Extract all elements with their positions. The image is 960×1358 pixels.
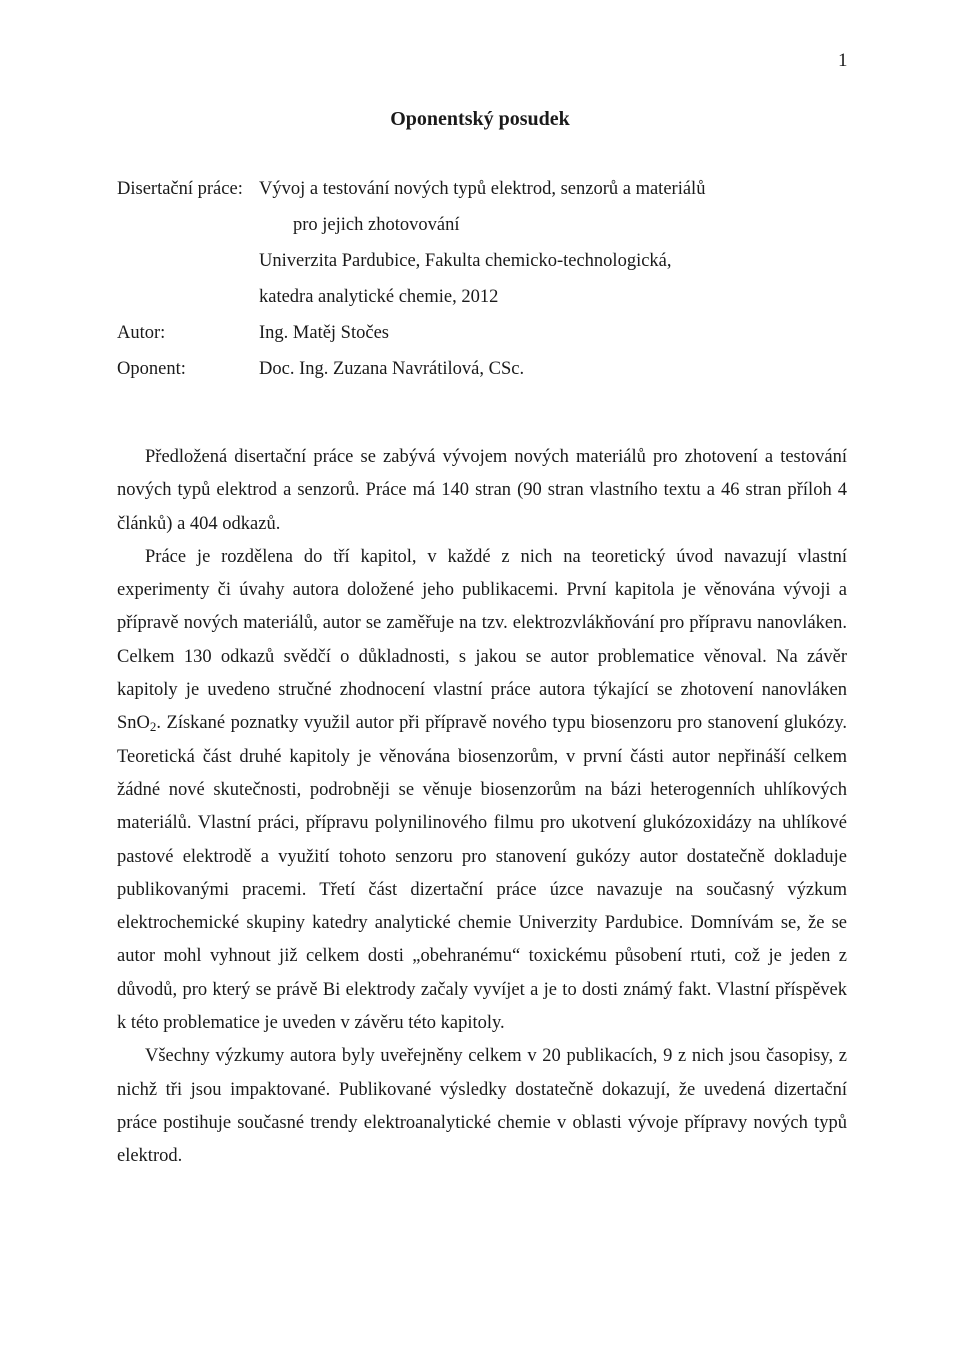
department-line: katedra analytické chemie, 2012 [259, 287, 499, 307]
thesis-metadata [117, 171, 705, 387]
paragraph-overview: Předložená disertační práce se zabývá vývojem nových materiálů pro zhotovení a testování nových typů elektrod a senzorů. Práce má 140 stran (90 stran vlastního textu a 46 stran příloh 4 článků) a 404 odkazů. [117, 447, 847, 534]
page-number: 1 [838, 50, 848, 71]
paragraph-publications: Všechny výzkumy autora byly uveřejněny celkem v 20 publikacích, 9 z nich jsou časopisy, z nichž tři jsou impaktované. Publikované výsledky dostatečně dokazují, že uvedená dizertační práce postihuje současné trendy elektroanalytické chemie v oblasti vývoje přípravy nových typů elektrod. [117, 1046, 847, 1167]
thesis-details [259, 171, 705, 315]
university-line: Univerzita Pardubice, Fakulta chemicko-technologická, [259, 251, 672, 271]
author-value: Ing. Matěj Stočes [259, 323, 389, 343]
paragraph-chapters-part-2: . Získané poznatky využil autor při přípravě nového typu biosenzoru pro stanovení glukózy. Teoretická část druhé kapitoly je věnována biosenzorům, v první části autor nepřináší celkem žádné nové skutečnosti, podrobněji se věnuje biosenzorům na bázi heterogenních uhlíkových materiálů. Vlastní práci, přípravu polynilinového filmu pro ukotvení glukózoxidázy na uhlíkové pastové elektrodě a využití tohoto senzoru pro stanovení gukózy autor dostatečně dokladuje publikovanými pracemi. Třetí část dizertační práce úzce navazuje na současný výzkum elektrochemické skupiny katedry analytické chemie Univerzity Pardubice. Domnívám se, že se autor mohl vyhnout již celkem dosti „obehranému“ toxickému působení rtuti, což je jeden z důvodů, pro který se právě Bi elektrody začaly vyvíjet a je to dosti známý fakt. Vlastní příspěvek k této problematice je uveden v závěru této kapitoly. [117, 713, 847, 1034]
thesis-title-line-1: Vývoj a testování nových typů elektrod, senzorů a materiálů [259, 179, 706, 199]
thesis-label: Disertační práce: [117, 179, 243, 199]
author-label: Autor: [117, 323, 166, 343]
author-row [117, 315, 705, 351]
opponent-value: Doc. Ing. Zuzana Navrátilová, CSc. [259, 359, 525, 379]
paragraph-chapters [117, 541, 847, 1040]
subscript-2: 2 [149, 719, 157, 735]
thesis-row [117, 171, 705, 315]
paragraph-chapters-part-1: Práce je rozdělena do tří kapitol, v každé z nich na teoretický úvod navazují vlastní experimenty či úvahy autora doložené jeho publikacemi. První kapitola je věnována vývoji a přípravě nových materiálů, autor se zaměřuje na tzv. elektrozvlákňování pro přípravu nanovláken. Celkem 130 odkazů svědčí o důkladnosti, s jakou se autor problematice věnoval. Na závěr kapitoly je uvedeno stručné zhodnocení vlastní práce autora týkající se zhotovení nanovláken SnO [117, 546, 847, 734]
document-title: Oponentský posudek [390, 108, 570, 130]
opponent-row [117, 351, 705, 387]
opponent-label: Oponent: [117, 359, 186, 379]
review-body [117, 441, 847, 1174]
thesis-title-line-2: pro jejich zhotovování [293, 215, 460, 235]
